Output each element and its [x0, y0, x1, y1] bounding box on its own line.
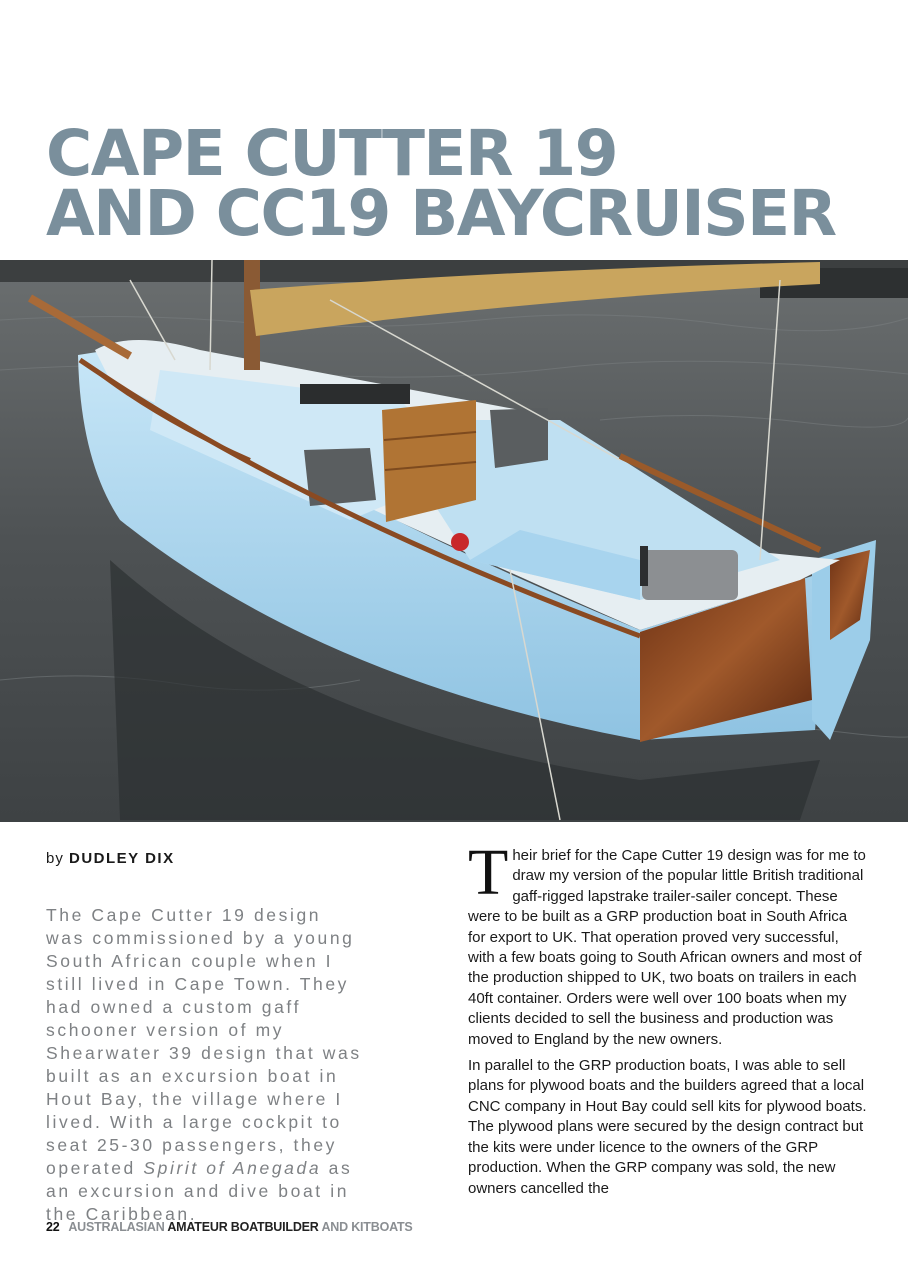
title-line-2: AND CC19 BAYCRUISER	[46, 177, 836, 250]
byline-author: DUDLEY DIX	[69, 850, 175, 867]
body-paragraph-2: In parallel to the GRP production boats, I was able to sell plans for plywood boats and the builders agreed that a local CNC company in Hout Bay could sell kits for plywood boats. The plywood plans were secured by the design contract but the kits were under licence to the owners of the GRP production. When the GRP company was sold, the new owners cancelled the	[468, 1057, 867, 1197]
page-footer	[46, 1220, 413, 1234]
byline	[46, 850, 175, 867]
publication-name-part-3: AND KITBOATS	[321, 1220, 413, 1234]
boat-photo-illustration	[0, 260, 908, 822]
body-paragraph-1-text: heir brief for the Cape Cutter 19 design was for me to draw my version of the popular little British traditional gaff-rigged lapstrake trailer-sailer concept. These were to be built as a GRP production boat in South Africa for export to UK. That operation proved very successful, with a few boats going to South African owners and most of the production shipped to UK, two boats on trailers in each 40ft container. Orders were well over 100 boats when my clients decided to sell the business and production was moved to England by the new owners.	[468, 847, 866, 1048]
intro-text-part-2: as an excursion and dive boat in the Caribbean.	[46, 1158, 353, 1224]
publication-name-part-2: AMATEUR BOATBUILDER	[167, 1220, 319, 1234]
byline-prefix: by	[46, 850, 64, 867]
boat-photo	[0, 260, 908, 822]
body-column	[468, 836, 868, 1205]
page-number: 22	[46, 1220, 60, 1234]
drop-cap: T	[468, 836, 509, 909]
title-line-1: CAPE CUTTER 19	[46, 117, 618, 190]
article-title	[46, 117, 836, 250]
intro-text-part-1: The Cape Cutter 19 design was commissioned by a young South African couple when I still lived in Cape Town. They had owned a custom gaff schooner version of my Shearwater 39 design that was built as an excursion boat in Hout Bay, the village where I lived. With a large cockpit to seat 25-30 passengers, they operated	[46, 905, 362, 1178]
body-paragraph-1	[468, 836, 868, 1050]
publication-name-part-1: AUSTRALASIAN	[68, 1220, 165, 1234]
intro-boat-name: Spirit of Anegada	[143, 1158, 322, 1178]
intro-paragraph	[46, 904, 366, 1226]
